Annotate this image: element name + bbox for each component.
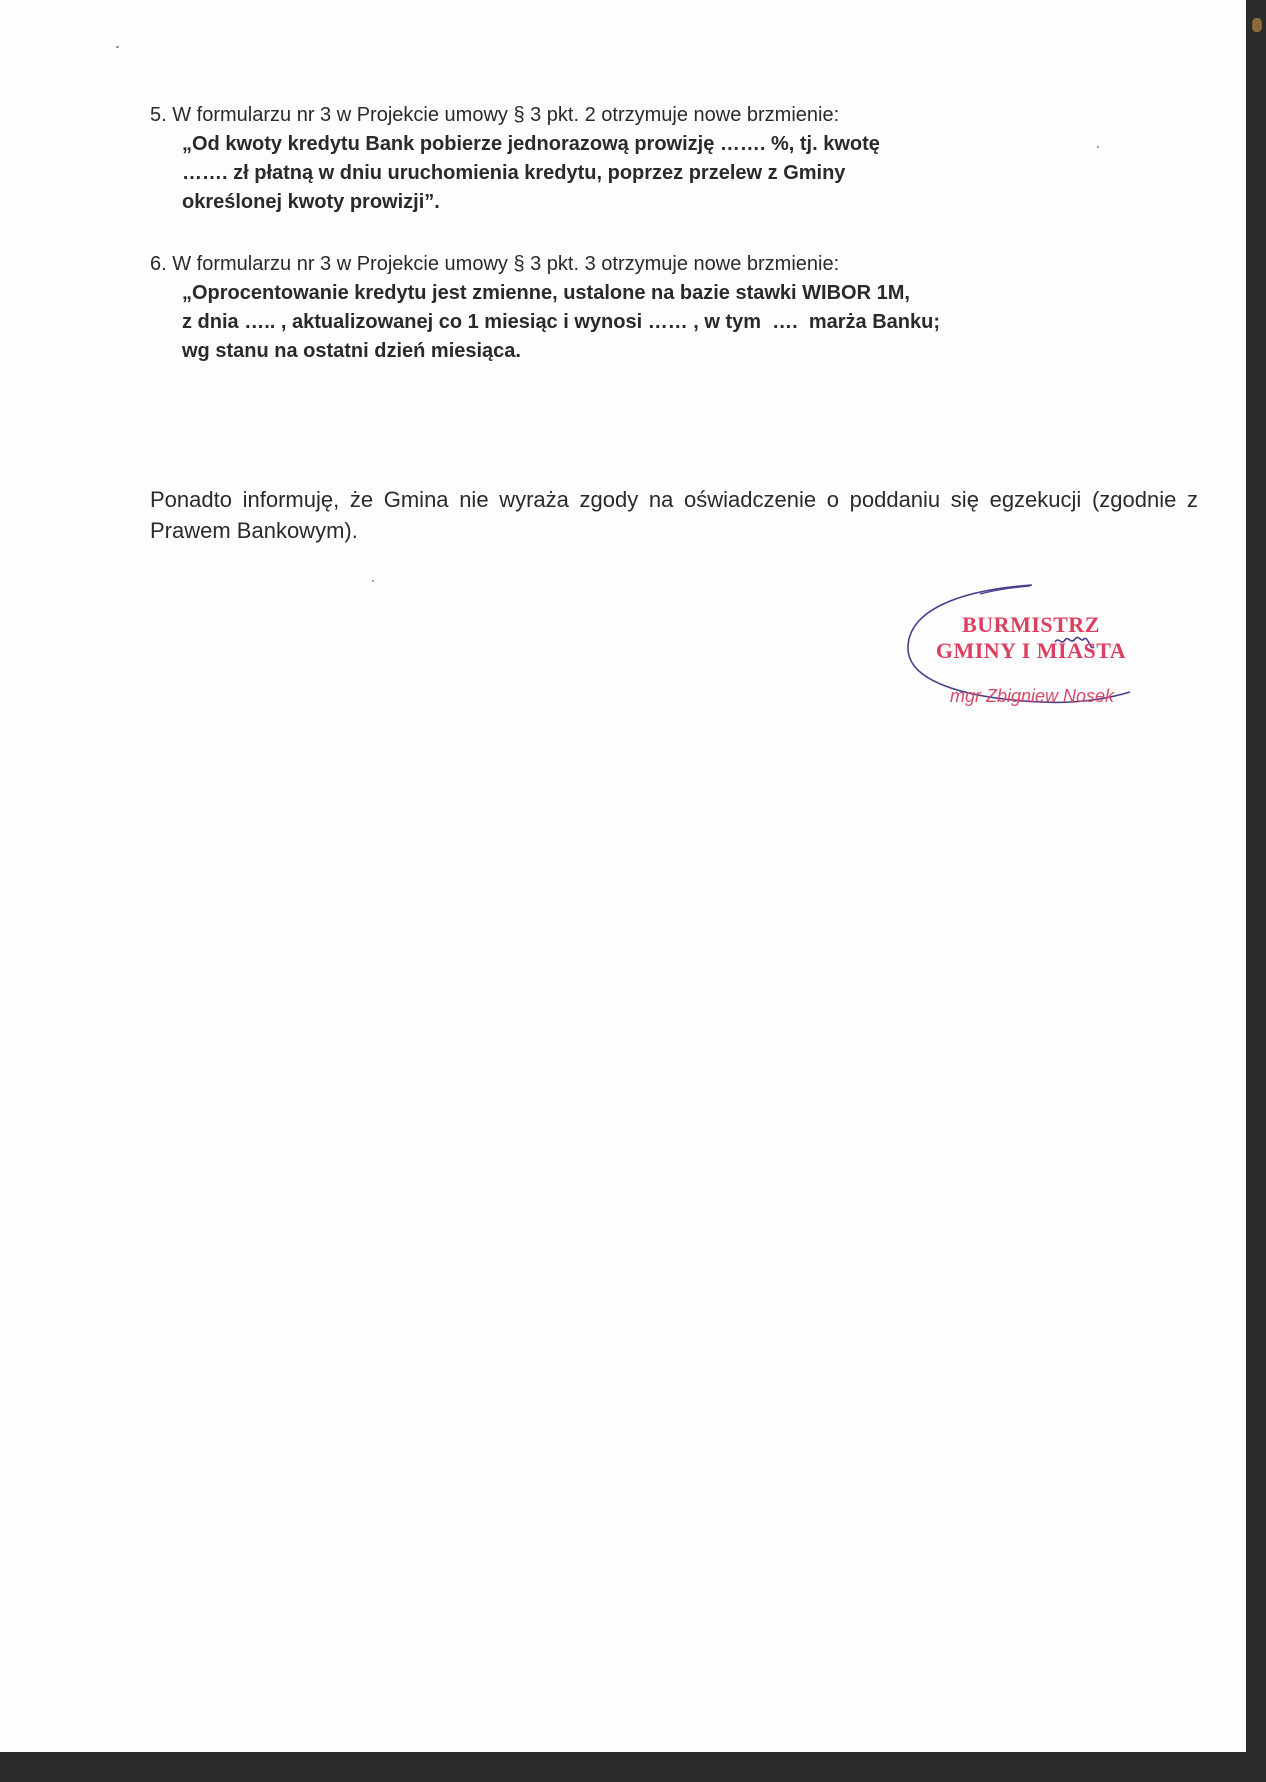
item-5-quote-line: ……. zł płatną w dniu uruchomienia kredytu, poprzez przelew z Gminy <box>182 162 846 184</box>
item-6-heading: 6. W formularzu nr 3 w Projekcie umowy § 3 pkt. 3 otrzymuje nowe brzmienie: <box>150 253 840 275</box>
stamp-title-line-1: BURMISTRZ <box>962 612 1100 637</box>
scan-speck <box>1097 146 1099 148</box>
closing-paragraph: Ponadto informuję, że Gmina nie wyraża zgody na oświadczenie o poddaniu się egzekucji (zgodnie z Prawem Bankowym). <box>150 487 1198 543</box>
stamp-title-line-2: GMINY I MIASTA <box>935 638 1127 663</box>
item-5-quote-line: „Od kwoty kredytu Bank pobierze jednorazową prowizję ……. %, tj. kwotę <box>182 133 880 155</box>
official-stamp <box>900 580 1150 720</box>
scan-corner-mark <box>1252 18 1262 32</box>
scan-speck <box>116 46 119 48</box>
amendment-item-5 <box>150 101 1150 217</box>
amendment-item-6 <box>150 250 1150 366</box>
item-6-quote-line: z dnia ….. , aktualizowanej co 1 miesiąc i wynosi …… , w tym …. marża Banku; <box>182 311 940 333</box>
item-5-heading: 5. W formularzu nr 3 w Projekcie umowy § 3 pkt. 2 otrzymuje nowe brzmienie: <box>150 104 840 126</box>
scan-speck <box>372 580 374 582</box>
item-6-quote-line: „Oprocentowanie kredytu jest zmienne, ustalone na bazie stawki WIBOR 1M, <box>182 282 910 304</box>
stamp-signatory-name: mgr Zbigniew Nosek <box>950 686 1115 706</box>
item-5-quote-line: określonej kwoty prowizji”. <box>182 191 440 213</box>
item-6-quote-line: wg stanu na ostatni dzień miesiąca. <box>182 340 521 362</box>
